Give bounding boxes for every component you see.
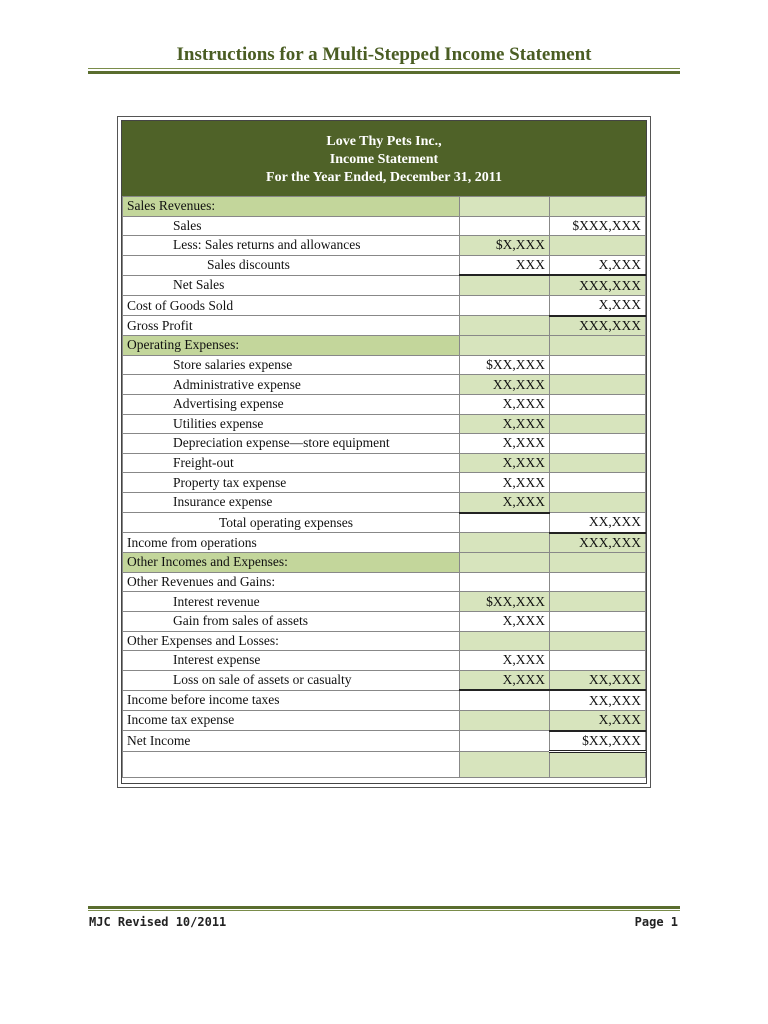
row-label	[123, 752, 460, 778]
amount-column-1	[460, 336, 550, 356]
amount-column-1: X,XXX	[460, 394, 550, 414]
amount-column-2	[550, 355, 646, 375]
amount-column-2: X,XXX	[550, 295, 646, 315]
amount-column-1	[460, 731, 550, 752]
amount-column-1	[460, 553, 550, 573]
amount-column-2: XX,XXX	[550, 670, 646, 690]
amount-column-2	[550, 336, 646, 356]
row-label: Freight-out	[123, 453, 460, 473]
statement-row	[123, 394, 646, 414]
amount-column-1: X,XXX	[460, 453, 550, 473]
amount-column-2	[550, 592, 646, 612]
amount-column-1: $XX,XXX	[460, 592, 550, 612]
statement-header	[122, 121, 646, 196]
amount-column-1: X,XXX	[460, 611, 550, 631]
amount-column-2	[550, 236, 646, 256]
row-label: Store salaries expense	[123, 355, 460, 375]
amount-column-2: XXX,XXX	[550, 533, 646, 553]
statement-title: Income Statement	[329, 152, 439, 167]
amount-column-1: X,XXX	[460, 651, 550, 671]
amount-column-2	[550, 651, 646, 671]
amount-column-2: X,XXX	[550, 255, 646, 275]
statement-row	[123, 453, 646, 473]
row-label: Loss on sale of assets or casualty	[123, 670, 460, 690]
row-label: Other Incomes and Expenses:	[123, 553, 460, 573]
footer-rule-thick	[88, 906, 680, 909]
row-label: Sales discounts	[123, 255, 460, 275]
row-label: Interest revenue	[123, 592, 460, 612]
statement-row	[123, 553, 646, 573]
row-label: Depreciation expense—store equipment	[123, 434, 460, 454]
row-label: Sales Revenues:	[123, 197, 460, 217]
amount-column-1: X,XXX	[460, 670, 550, 690]
amount-column-1: $X,XXX	[460, 236, 550, 256]
amount-column-1	[460, 752, 550, 778]
amount-column-2	[550, 473, 646, 493]
row-label: Interest expense	[123, 651, 460, 671]
statement-row	[123, 434, 646, 454]
statement-row	[123, 316, 646, 336]
income-statement-table	[122, 196, 646, 778]
statement-row	[123, 690, 646, 710]
amount-column-2: $XXX,XXX	[550, 216, 646, 236]
statement-row	[123, 336, 646, 356]
row-label: Gain from sales of assets	[123, 611, 460, 631]
row-label: Sales	[123, 216, 460, 236]
row-label: Advertising expense	[123, 394, 460, 414]
amount-column-1	[460, 533, 550, 553]
amount-column-1	[460, 631, 550, 651]
row-label: Total operating expenses	[123, 513, 460, 533]
statement-row	[123, 572, 646, 592]
amount-column-2	[550, 492, 646, 512]
amount-column-2	[550, 611, 646, 631]
row-label: Utilities expense	[123, 414, 460, 434]
amount-column-2: XXX,XXX	[550, 316, 646, 336]
amount-column-2: $XX,XXX	[550, 731, 646, 752]
amount-column-1	[460, 275, 550, 295]
statement-row	[123, 473, 646, 493]
amount-column-2	[550, 631, 646, 651]
footer-rule-thin	[88, 910, 680, 911]
title-rule-thin	[88, 68, 680, 69]
row-label: Insurance expense	[123, 492, 460, 512]
statement-row	[123, 197, 646, 217]
amount-column-2	[550, 434, 646, 454]
statement-row	[123, 513, 646, 533]
amount-column-2	[550, 453, 646, 473]
amount-column-2: XXX,XXX	[550, 275, 646, 295]
statement-row	[123, 355, 646, 375]
row-label: Cost of Goods Sold	[123, 295, 460, 315]
statement-row	[123, 670, 646, 690]
statement-row	[123, 631, 646, 651]
statement-row	[123, 752, 646, 778]
statement-row	[123, 592, 646, 612]
amount-column-2	[550, 553, 646, 573]
amount-column-1	[460, 197, 550, 217]
footer-page-number: Page 1	[634, 915, 678, 929]
statement-row	[123, 295, 646, 315]
row-label: Net Income	[123, 731, 460, 752]
amount-column-1: XX,XXX	[460, 375, 550, 395]
amount-column-2	[550, 375, 646, 395]
amount-column-2	[550, 572, 646, 592]
statement-row	[123, 651, 646, 671]
statement-row	[123, 255, 646, 275]
row-label: Administrative expense	[123, 375, 460, 395]
amount-column-1	[460, 572, 550, 592]
amount-column-2: XX,XXX	[550, 513, 646, 533]
row-label: Income before income taxes	[123, 690, 460, 710]
amount-column-1	[460, 690, 550, 710]
company-name: Love Thy Pets Inc.,	[326, 134, 442, 149]
amount-column-1: XXX	[460, 255, 550, 275]
statement-row	[123, 414, 646, 434]
row-label: Income from operations	[123, 533, 460, 553]
row-label: Less: Sales returns and allowances	[123, 236, 460, 256]
row-label: Other Revenues and Gains:	[123, 572, 460, 592]
row-label: Gross Profit	[123, 316, 460, 336]
page-title: Instructions for a Multi-Stepped Income Statement	[176, 44, 592, 65]
statement-row	[123, 236, 646, 256]
statement-row	[123, 533, 646, 553]
amount-column-1: X,XXX	[460, 492, 550, 512]
statement-row	[123, 375, 646, 395]
row-label: Property tax expense	[123, 473, 460, 493]
title-rule-thick	[88, 71, 680, 74]
statement-row	[123, 275, 646, 295]
row-label: Other Expenses and Losses:	[123, 631, 460, 651]
row-label: Net Sales	[123, 275, 460, 295]
amount-column-1	[460, 295, 550, 315]
row-label: Operating Expenses:	[123, 336, 460, 356]
amount-column-1	[460, 316, 550, 336]
row-label: Income tax expense	[123, 710, 460, 730]
statement-period: For the Year Ended, December 31, 2011	[266, 170, 502, 185]
amount-column-2: X,XXX	[550, 710, 646, 730]
amount-column-2	[550, 394, 646, 414]
amount-column-2	[550, 752, 646, 778]
statement-row	[123, 710, 646, 730]
amount-column-1: X,XXX	[460, 414, 550, 434]
amount-column-1: $XX,XXX	[460, 355, 550, 375]
amount-column-1: X,XXX	[460, 434, 550, 454]
statement-row	[123, 216, 646, 236]
footer-revision: MJC Revised 10/2011	[89, 915, 227, 929]
amount-column-1	[460, 710, 550, 730]
amount-column-2	[550, 414, 646, 434]
amount-column-2: XX,XXX	[550, 690, 646, 710]
amount-column-1	[460, 513, 550, 533]
amount-column-1: X,XXX	[460, 473, 550, 493]
amount-column-2	[550, 197, 646, 217]
statement-row	[123, 611, 646, 631]
statement-row	[123, 492, 646, 512]
statement-row	[123, 731, 646, 752]
amount-column-1	[460, 216, 550, 236]
